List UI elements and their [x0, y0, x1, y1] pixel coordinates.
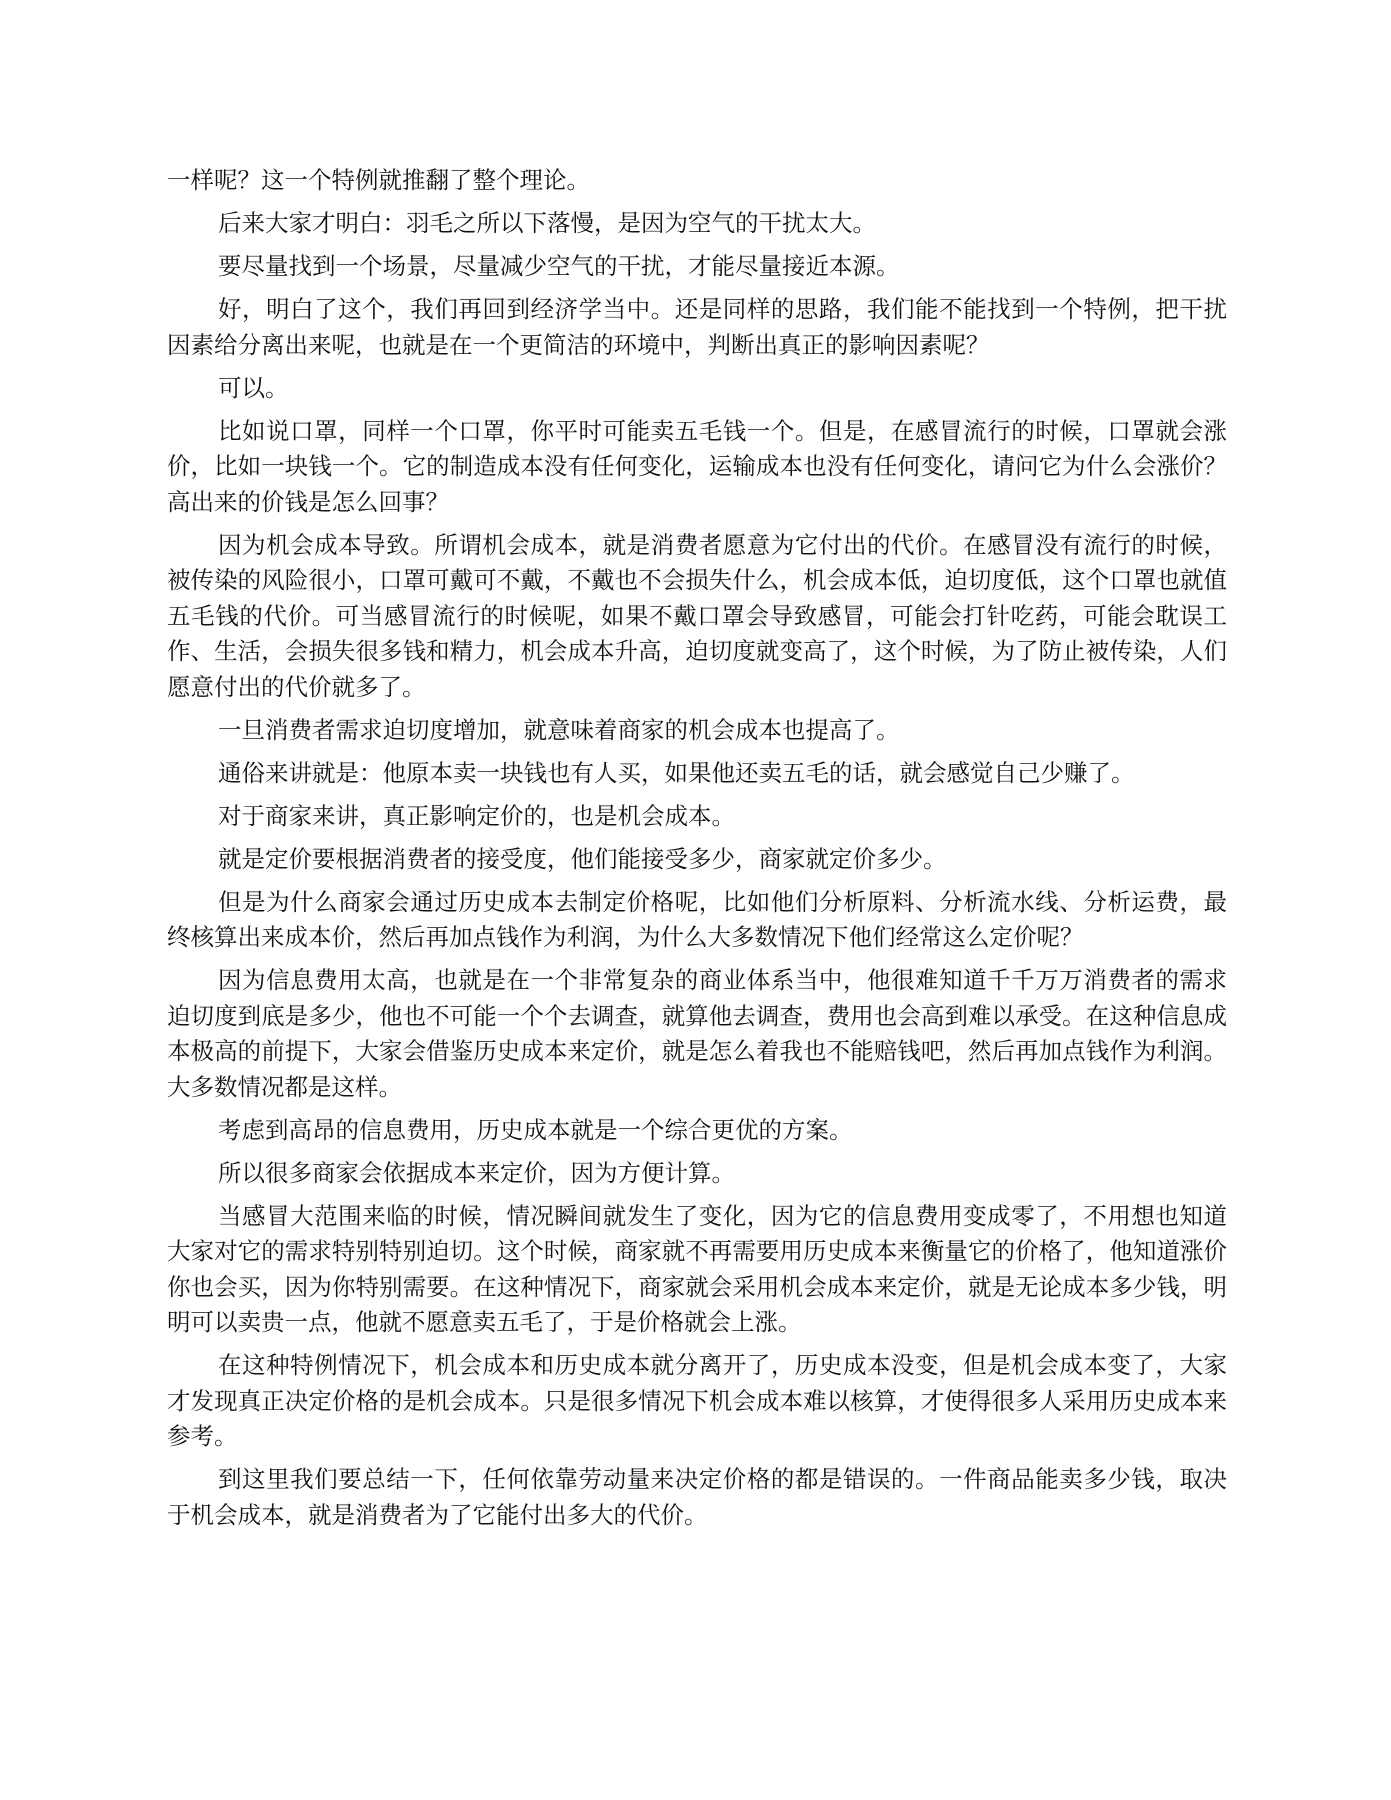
- paragraph-8: 一旦消费者需求迫切度增加，就意味着商家的机会成本也提高了。: [218, 715, 900, 744]
- body-text: [167, 163, 1227, 1541]
- paragraph-7: 因为机会成本导致。所谓机会成本，就是消费者愿意为它付出的代价。在感冒没有流行的时候，被传染的风险很小，口罩可戴可不戴，不戴也不会损失什么，机会成本低，迫切度低，这个口罩也就值五毛钱的代价。可当感冒流行的时候呢，如果不戴口罩会导致感冒，可能会打针吃药，可能会耽误工作、生活，会损失很多钱和精力，机会成本升高，迫切度就变高了，这个时候，为了防止被传染，人们愿意付出的代价就多了。: [167, 530, 1227, 701]
- paragraph-17: 在这种特例情况下，机会成本和历史成本就分离开了，历史成本没变，但是机会成本变了，大家才发现真正决定价格的是机会成本。只是很多情况下机会成本难以核算，才使得很多人采用历史成本来参考。: [167, 1351, 1227, 1450]
- paragraph-10: 对于商家来讲，真正影响定价的，也是机会成本。: [218, 801, 735, 830]
- paragraph-18: 到这里我们要总结一下，任何依靠劳动量来决定价格的都是错误的。一件商品能卖多少钱，取决于机会成本，就是消费者为了它能付出多大的代价。: [167, 1465, 1227, 1529]
- paragraph-14: 考虑到高昂的信息费用，历史成本就是一个综合更优的方案。: [218, 1115, 853, 1144]
- paragraph-15: 所以很多商家会依据成本来定价，因为方便计算。: [218, 1158, 735, 1187]
- paragraph-1: 一样呢？这一个特例就推翻了整个理论。: [167, 166, 590, 194]
- paragraph-13: 因为信息费用太高，也就是在一个非常复杂的商业体系当中，他很难知道千千万万消费者的需求迫切度到底是多少，他也不可能一个个去调查，就算他去调查，费用也会高到难以承受。在这种信息成本极高的前提下，大家会借鉴历史成本来定价，就是怎么着我也不能赔钱吧，然后再加点钱作为利润。大多数情况都是这样。: [167, 966, 1227, 1101]
- paragraph-16: 当感冒大范围来临的时候，情况瞬间就发生了变化，因为它的信息费用变成零了，不用想也知道大家对它的需求特别特别迫切。这个时候，商家就不再需要用历史成本来衡量它的价格了，他知道涨价你也会买，因为你特别需要。在这种情况下，商家就会采用机会成本来定价，就是无论成本多少钱，明明可以卖贵一点，他就不愿意卖五毛了，于是价格就会上涨。: [167, 1201, 1227, 1336]
- paragraph-2: 后来大家才明白：羽毛之所以下落慢，是因为空气的干扰太大。: [218, 209, 876, 237]
- paragraph-6: 比如说口罩，同样一个口罩，你平时可能卖五毛钱一个。但是，在感冒流行的时候，口罩就会涨价，比如一块钱一个。它的制造成本没有任何变化，运输成本也没有任何变化，请问它为什么会涨价？高出来的价钱是怎么回事？: [167, 416, 1227, 516]
- paragraph-4: 好，明白了这个，我们再回到经济学当中。还是同样的思路，我们能不能找到一个特例，把干扰因素给分离出来呢，也就是在一个更简洁的环境中，判断出真正的影响因素呢？: [167, 295, 1227, 359]
- paragraph-3: 要尽量找到一个场景，尽量减少空气的干扰，才能尽量接近本源。: [218, 252, 900, 280]
- paragraph-9: 通俗来讲就是：他原本卖一块钱也有人买，如果他还卖五毛的话，就会感觉自己少赚了。: [218, 758, 1135, 787]
- paragraph-5: 可以。: [218, 373, 289, 402]
- paragraph-11: 就是定价要根据消费者的接受度，他们能接受多少，商家就定价多少。: [218, 844, 947, 873]
- paragraph-12: 但是为什么商家会通过历史成本去制定价格呢，比如他们分析原料、分析流水线、分析运费，最终核算出来成本价，然后再加点钱作为利润，为什么大多数情况下他们经常这么定价呢？: [167, 887, 1227, 951]
